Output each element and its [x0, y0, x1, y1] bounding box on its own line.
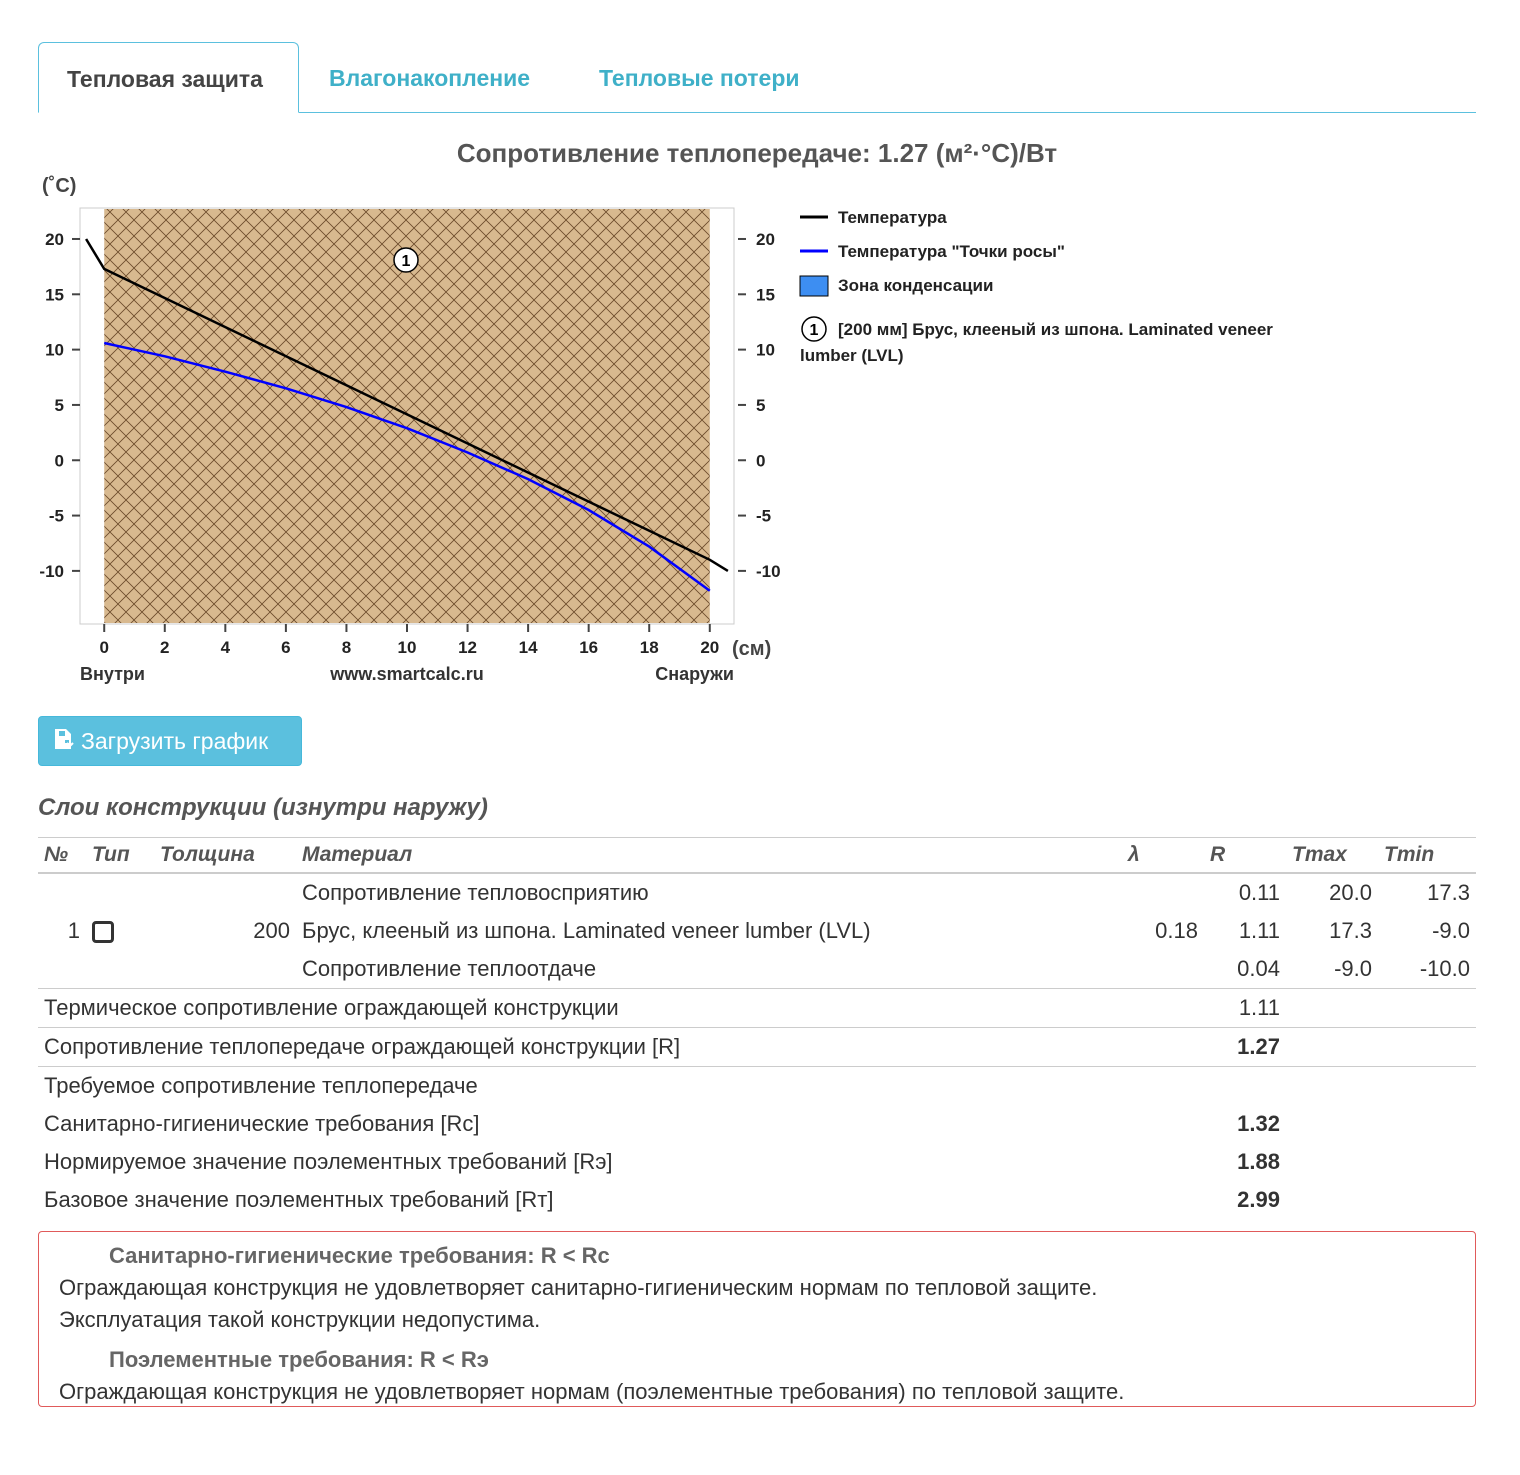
label-website: www.smartcalc.ru [330, 664, 484, 684]
x-tick-label: 14 [518, 638, 538, 657]
y-tick-label: 15 [45, 285, 64, 305]
summary-value: 1.32 [1237, 1111, 1280, 1136]
cell-tmin: -10.0 [1419, 956, 1470, 981]
x-tick-label: 2 [160, 638, 170, 657]
table-row [38, 873, 1476, 912]
x-tick-label: 4 [220, 638, 231, 657]
legend-dew-point: Температура "Точки росы" [838, 242, 1065, 261]
col-header-r: R [1204, 838, 1286, 874]
y-axis-label: (˚С) [42, 175, 77, 197]
download-chart-label: Загрузить график [81, 728, 269, 754]
x-ticks [99, 624, 719, 657]
y-tick-label-right: -5 [756, 506, 772, 526]
summary-value: 1.27 [1204, 1028, 1286, 1067]
chart-title: Сопротивление теплопередаче: 1.27 (м²·°С)/Вт [456, 138, 1058, 168]
y-tick-label: 5 [54, 395, 64, 415]
requirements-alert [38, 1231, 1476, 1407]
x-tick-label: 18 [639, 638, 659, 657]
cell-material: Сопротивление тепловосприятию [302, 880, 649, 905]
cell-type [86, 912, 154, 950]
x-tick-label: 20 [700, 638, 720, 657]
alert-heading-sanitary: Санитарно-гигиенические требования: R < Rc [109, 1243, 610, 1268]
layers-section-title: Слои конструкции (изнутри наружу) [38, 794, 488, 821]
layer-type-square-icon [92, 921, 114, 943]
x-tick-label: 6 [281, 638, 291, 657]
summary-label: Термическое сопротивление ограждающей конструкции [38, 989, 1204, 1028]
layers-table [38, 837, 1476, 1219]
y-tick-label-right: 10 [756, 340, 775, 360]
y-ticks-right [738, 230, 781, 581]
summary-value: 1.11 [1204, 989, 1286, 1028]
tab-heat-losses[interactable]: Тепловые потери [599, 65, 800, 91]
summary-value: 2.99 [1237, 1187, 1280, 1212]
col-header-tmin: Tmin [1378, 838, 1476, 874]
tab-thermal-protection[interactable]: Тепловая защита [38, 42, 299, 113]
y-tick-label-right: 20 [756, 229, 775, 249]
temperature-chart [38, 172, 1328, 692]
summary-row-required-heading [38, 1067, 1476, 1106]
y-tick-label-right: 15 [756, 285, 775, 305]
cell-thickness: 200 [253, 918, 290, 943]
summary-label: Требуемое сопротивление теплопередаче [38, 1067, 1204, 1106]
layer-marker-1-label: 1 [401, 253, 411, 270]
legend-layer-text-1: [200 мм] Брус, клееный из шпона. Laminated veneer [838, 320, 1273, 339]
y-tick-label: -10 [39, 561, 64, 581]
col-header-thickness: Толщина [154, 838, 296, 874]
y-ticks-left [39, 230, 80, 581]
table-row [38, 950, 1476, 989]
label-inside: Внутри [80, 664, 145, 684]
alert-heading-element: Поэлементные требования: R < Rэ [109, 1347, 489, 1372]
chart-legend [800, 208, 1273, 365]
col-header-number: № [38, 838, 86, 874]
legend-layer-marker-label: 1 [809, 322, 819, 339]
x-tick-label: 10 [397, 638, 417, 657]
y-tick-label-right: 0 [756, 451, 766, 471]
y-tick-label-right: 5 [756, 395, 766, 415]
summary-label: Сопротивление теплопередаче ограждающей конструкции [R] [38, 1028, 1204, 1067]
cell-tmin: -9.0 [1432, 918, 1470, 943]
summary-label: Нормируемое значение поэлементных требований [Rэ] [44, 1149, 613, 1174]
x-tick-label: 0 [99, 638, 109, 657]
legend-temperature: Температура [838, 208, 947, 227]
cell-lambda: 0.18 [1155, 918, 1198, 943]
alert-text-sanitary: Ограждающая конструкция не удовлетворяет санитарно-гигиеническим нормам по тепловой защите. [59, 1275, 1098, 1300]
cell-number: 1 [67, 918, 80, 943]
cell-tmax: -9.0 [1334, 956, 1372, 981]
legend-box-condensation [800, 276, 828, 296]
summary-row-normative [38, 1143, 1476, 1181]
y-tick-label: -5 [48, 506, 64, 526]
col-header-lambda: λ [1122, 838, 1204, 874]
legend-layer-text-2: lumber (LVL) [800, 346, 904, 365]
col-header-type: Тип [86, 838, 154, 874]
cell-r: 0.04 [1237, 956, 1280, 981]
x-tick-label: 16 [579, 638, 599, 657]
col-header-tmax: Tmax [1286, 838, 1378, 874]
cell-tmax: 20.0 [1329, 880, 1372, 905]
summary-row-base [38, 1181, 1476, 1219]
summary-row-thermal-resistance [38, 989, 1476, 1028]
x-axis-unit: (см) [732, 638, 772, 660]
cell-tmin: 17.3 [1427, 880, 1470, 905]
download-chart-button[interactable] [38, 716, 302, 766]
cell-material: Брус, клееный из шпона. Laminated veneer lumber (LVL) [302, 918, 871, 943]
table-row [38, 912, 1476, 950]
summary-row-heat-transfer-resistance [38, 1028, 1476, 1067]
tab-moisture-accumulation[interactable]: Влагонакопление [329, 65, 531, 91]
y-tick-label-right: -10 [756, 561, 781, 581]
download-icon [51, 719, 75, 767]
summary-label: Базовое значение поэлементных требований [Rт] [44, 1187, 554, 1212]
cell-tmax: 17.3 [1329, 918, 1372, 943]
cell-r: 0.11 [1238, 880, 1280, 905]
x-tick-label: 8 [341, 638, 352, 657]
y-tick-label: 0 [54, 451, 64, 471]
col-header-material: Материал [296, 838, 1122, 874]
y-tick-label: 20 [45, 229, 64, 249]
summary-row-sanitary [38, 1105, 1476, 1143]
summary-label: Санитарно-гигиенические требования [Rc] [44, 1111, 480, 1136]
table-header-row [38, 838, 1476, 874]
cell-material: Сопротивление теплоотдаче [302, 956, 597, 981]
label-outside: Снаружи [655, 664, 734, 684]
y-tick-label: 10 [45, 340, 64, 360]
legend-condensation-zone: Зона конденсации [838, 276, 994, 295]
alert-text-element: Ограждающая конструкция не удовлетворяет нормам (поэлементные требования) по тепловой защите. [59, 1379, 1125, 1404]
cell-r: 1.11 [1238, 918, 1280, 943]
alert-text-not-allowed: Эксплуатация такой конструкции недопустима. [59, 1307, 541, 1332]
x-tick-label: 12 [458, 638, 478, 657]
tab-bar [38, 42, 1476, 113]
summary-value: 1.88 [1237, 1149, 1280, 1174]
